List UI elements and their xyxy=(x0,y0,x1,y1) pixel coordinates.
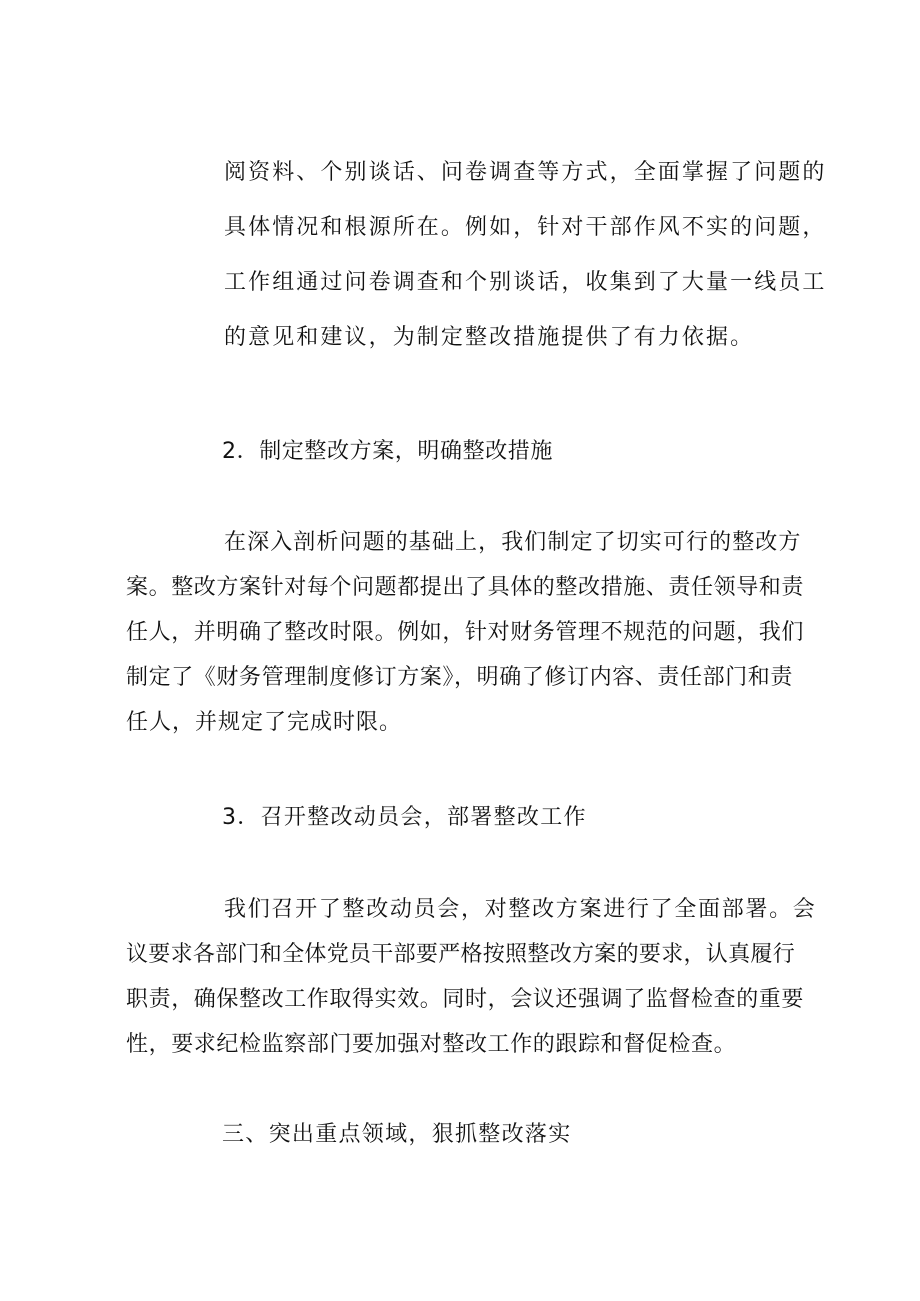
paragraph-line: 在深入剖析问题的基础上，我们制定了切实可行的整改方 xyxy=(224,530,802,555)
paragraph-line: 的意见和建议，为制定整改措施提供了有力依据。 xyxy=(224,325,755,350)
paragraph-line: 具体情况和根源所在。例如，针对干部作风不实的问题， xyxy=(224,215,827,240)
paragraph-line: 议要求各部门和全体党员干部要严格按照整改方案的要求，认真履行 xyxy=(126,942,796,967)
paragraph-line: 我们召开了整改动员会，对整改方案进行了全面部署。会 xyxy=(224,897,817,922)
paragraph-line: 任人，并明确了整改时限。例如，针对财务管理不规范的问题，我们 xyxy=(126,620,805,645)
paragraph-line: 阅资料、个别谈话、问卷调查等方式，全面掌握了问题的 xyxy=(224,160,827,185)
part-3-heading: 三、突出重点领域，狠抓整改落实 xyxy=(222,1122,572,1147)
paragraph-line: 职责，确保整改工作取得实效。同时，会议还强调了监督检查的重要 xyxy=(126,987,805,1012)
paragraph-line: 性，要求纪检监察部门要加强对整改工作的跟踪和督促检查。 xyxy=(126,1032,737,1057)
paragraph-line: 案。整改方案针对每个问题都提出了具体的整改措施、责任领导和责 xyxy=(126,575,805,600)
section-2-heading: 2．制定整改方案，明确整改措施 xyxy=(222,439,553,464)
paragraph-line: 任人，并规定了完成时限。 xyxy=(126,710,403,735)
section-3-heading: 3．召开整改动员会，部署整改工作 xyxy=(222,805,587,830)
paragraph-line: 制定了《财务管理制度修订方案》，明确了修订内容、责任部门和责 xyxy=(126,665,794,690)
paragraph-line: 工作组通过问卷调查和个别谈话，收集到了大量一线员工 xyxy=(224,270,827,295)
